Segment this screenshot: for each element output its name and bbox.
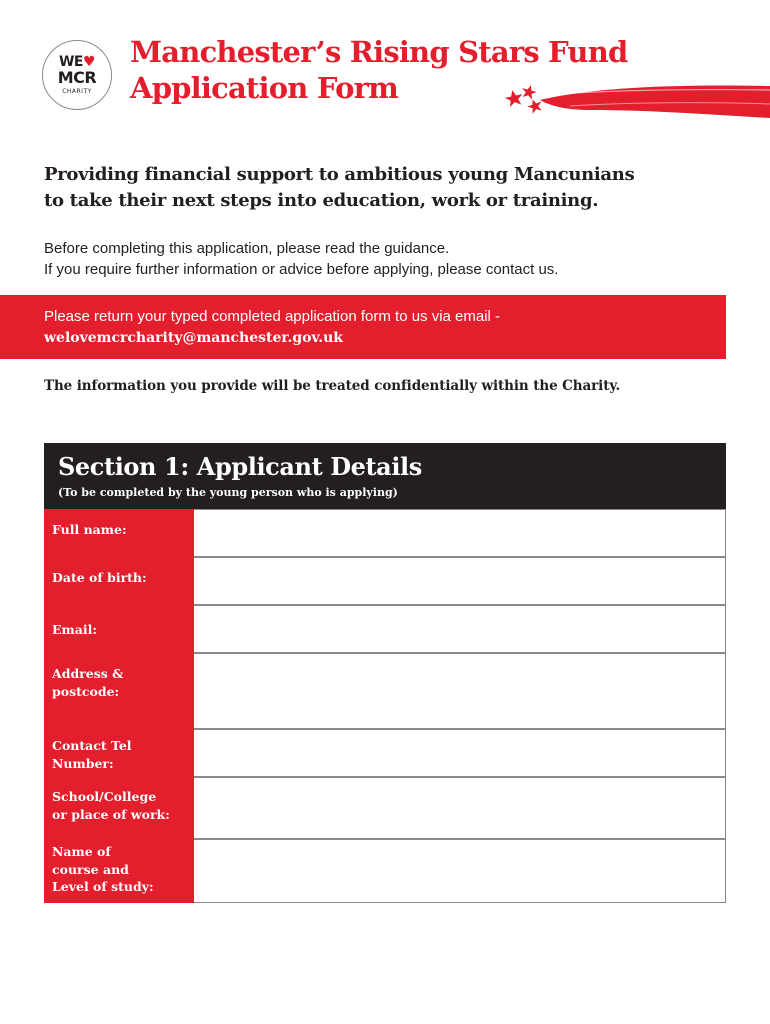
star-icon	[526, 97, 545, 115]
field-label: Address & postcode:	[44, 653, 194, 729]
form-row-school	[44, 777, 726, 839]
form-row-email	[44, 605, 726, 653]
we-love-mcr-logo	[42, 40, 112, 110]
brush-stroke-stars-decoration	[500, 80, 770, 125]
return-instructions-banner	[0, 295, 726, 359]
section-header	[44, 443, 726, 509]
course-level-field[interactable]	[194, 839, 726, 903]
contact-tel-field[interactable]	[194, 729, 726, 777]
address-postcode-field[interactable]	[194, 653, 726, 729]
star-icon	[504, 88, 525, 107]
logo-mcr: MCR	[57, 68, 97, 87]
guidance-line-1: Before completing this application, please read the guidance.	[44, 240, 450, 257]
return-instructions-text: Please return your typed completed application form to us via email -	[44, 308, 501, 325]
date-of-birth-field[interactable]	[194, 557, 726, 605]
full-name-field[interactable]	[194, 509, 726, 557]
guidance-line-2: If you require further information or advice before applying, please contact us.	[44, 261, 559, 278]
field-label: School/College or place of work:	[44, 777, 194, 839]
intro-line-2: to take their next steps into education, work or training.	[44, 190, 599, 211]
field-label: Date of birth:	[44, 557, 194, 605]
title-line-1: Manchester’s Rising Stars Fund	[130, 35, 628, 69]
guidance-text	[44, 238, 744, 280]
section-title: Section 1: Applicant Details	[58, 452, 422, 481]
form-row-full-name	[44, 509, 726, 557]
title-line-2: Application Form	[130, 71, 398, 105]
contact-email[interactable]: welovemcrcharity@manchester.gov.uk	[44, 330, 343, 346]
section-applicant-details	[44, 443, 726, 903]
intro-line-1: Providing financial support to ambitious young Mancunians	[44, 164, 635, 185]
logo-we: WE	[58, 54, 83, 70]
field-label: Email:	[44, 605, 194, 653]
school-college-work-field[interactable]	[194, 777, 726, 839]
field-label: Name of course and Level of study:	[44, 839, 194, 903]
form-row-course	[44, 839, 726, 903]
heart-icon: ♥	[82, 54, 96, 70]
intro-heading	[44, 162, 744, 214]
email-field[interactable]	[194, 605, 726, 653]
section-subtitle: (To be completed by the young person who is applying)	[58, 486, 398, 499]
star-icon	[520, 83, 538, 100]
field-label: Full name:	[44, 509, 194, 557]
confidentiality-note: The information you provide will be treated confidentially within the Charity.	[44, 378, 621, 394]
logo-charity: CHARITY	[62, 88, 92, 95]
form-row-contact-tel	[44, 729, 726, 777]
form-row-date-of-birth	[44, 557, 726, 605]
form-row-address	[44, 653, 726, 729]
field-label: Contact Tel Number:	[44, 729, 194, 777]
